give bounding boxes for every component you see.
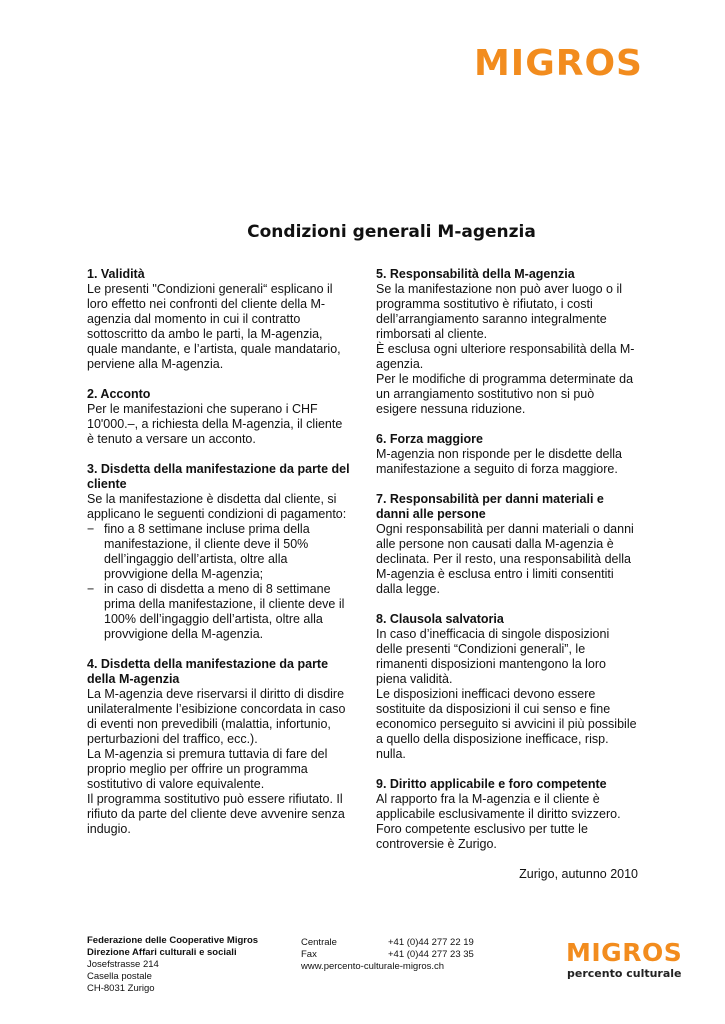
fax-label: Fax	[301, 949, 317, 960]
section-text: La M-agenzia si premura tuttavia di fare del proprio meglio per offrire un programma sostitutivo di valore equivalente.	[87, 747, 328, 791]
section-acconto	[87, 387, 352, 447]
logo-tagline: percento culturale	[567, 967, 682, 980]
po-box: Casella postale	[87, 971, 152, 982]
document-title: Condizioni generali M-agenzia	[247, 222, 536, 242]
section-diritto-applicabile	[376, 777, 638, 852]
section-heading: 9. Diritto applicabile e foro competente	[376, 777, 607, 791]
section-disdetta-agenzia	[87, 657, 352, 837]
logo-wordmark: MIGROS	[566, 938, 683, 967]
list-item: − in caso di disdetta a meno di 8 settimane prima della manifestazione, il cliente deve il 100% dell’ingaggio dell’artista, oltre alla provvigione della M-agenzia.	[87, 582, 352, 642]
left-column	[87, 267, 352, 852]
section-heading: 7. Responsabilità per danni materiali e danni alle persone	[376, 492, 604, 521]
section-heading: 3. Disdetta della manifestazione da parte del cliente	[87, 462, 350, 491]
section-validita	[87, 267, 352, 372]
section-text: Se la manifestazione non può aver luogo o il programma sostitutivo è rifiutato, i costi dell’arrangiamento saranno integralmente rimborsati al cliente.	[376, 282, 622, 341]
section-danni	[376, 492, 638, 597]
section-responsabilita	[376, 267, 638, 417]
city: CH-8031 Zurigo	[87, 983, 155, 994]
section-text: Al rapporto fra la M-agenzia e il cliente è applicabile esclusivamente il diritto svizzero.	[376, 792, 621, 821]
section-text: Ogni responsabilità per danni materiali o danni alle persone non causati dalla M-agenzia è declinata. Per il resto, una responsabilità della M-agenzia è esclusa entro i limiti consentiti dalla legge.	[376, 522, 634, 596]
phone-number: +41 (0)44 277 22 19	[388, 937, 474, 948]
website-link[interactable]: www.percento-culturale-migros.ch	[301, 961, 445, 972]
section-text: È esclusa ogni ulteriore responsabilità della M-agenzia.	[376, 342, 635, 371]
fax-row	[301, 949, 474, 961]
migros-logo: MIGROS	[473, 43, 643, 84]
section-text: Le disposizioni inefficaci devono essere sostituite da disposizioni il cui senso e fine economico perseguito si avvicini il più possibile a quello della disposizione inefficace, risp. nulla.	[376, 687, 637, 761]
section-forza-maggiore	[376, 432, 638, 477]
phone-row	[301, 937, 474, 949]
section-heading: 2. Acconto	[87, 387, 151, 401]
section-text: La M-agenzia deve riservarsi il diritto di disdire unilateralmente l’esibizione concordata in caso di eventi non prevedibili (malattia, infortunio, perturbazioni del traffico, ecc.).	[87, 687, 346, 746]
percento-culturale-logo	[566, 940, 682, 980]
section-heading: 4. Disdetta della manifestazione da parte della M-agenzia	[87, 657, 329, 686]
section-text: Foro competente esclusivo per tutte le controversie è Zurigo.	[376, 822, 588, 851]
department-name: Direzione Affari culturali e sociali	[87, 947, 237, 958]
phone-label: Centrale	[301, 937, 337, 948]
section-text: Per le manifestazioni che superano i CHF 10'000.–, a richiesta della M-agenzia, il cliente è tenuto a versare un acconto.	[87, 402, 343, 446]
section-text: In caso d’inefficacia di singole disposizioni delle presenti “Condizioni generali”, le rimanenti disposizioni mantengono la loro piena validità.	[376, 627, 610, 686]
list-item: − fino a 8 settimane incluse prima della manifestazione, il cliente deve il 50% dell’ingaggio dell’artista, oltre alla provvigione della M-agenzia;	[87, 522, 352, 582]
section-text: Per le modifiche di programma determinate da un arrangiamento sostitutivo non si può esigere nessuna riduzione.	[376, 372, 634, 416]
section-clausola-salvatoria	[376, 612, 638, 762]
footer-contact	[301, 937, 474, 973]
section-heading: 6. Forza maggiore	[376, 432, 483, 446]
fax-number: +41 (0)44 277 23 35	[388, 949, 474, 960]
section-heading: 5. Responsabilità della M-agenzia	[376, 267, 575, 281]
place-and-date: Zurigo, autunno 2010	[519, 867, 638, 881]
section-text: Se la manifestazione è disdetta dal cliente, si applicano le seguenti condizioni di pagamento:	[87, 492, 347, 521]
org-name: Federazione delle Cooperative Migros	[87, 935, 259, 946]
section-text: Il programma sostitutivo può essere rifiutato. Il rifiuto da parte del cliente deve avvenire senza indugio.	[87, 792, 345, 836]
section-text: Le presenti "Condizioni generali“ esplicano il loro effetto nei confronti del cliente della M-agenzia dal momento in cui il contratto sottoscritto da ambo le parti, la M-agenzia, quale mandante, e l’artista, quale mandatario, perviene alla M-agenzia.	[87, 282, 341, 371]
section-text: M-agenzia non risponde per le disdette della manifestazione a seguito di forza maggiore.	[376, 447, 622, 476]
payment-conditions-list	[87, 522, 352, 642]
section-disdetta-cliente	[87, 462, 352, 642]
section-heading: 8. Clausola salvatoria	[376, 612, 504, 626]
section-heading: 1. Validità	[87, 267, 145, 281]
footer-address	[87, 935, 258, 995]
right-column	[376, 267, 638, 882]
street-address: Josefstrasse 214	[87, 959, 159, 970]
